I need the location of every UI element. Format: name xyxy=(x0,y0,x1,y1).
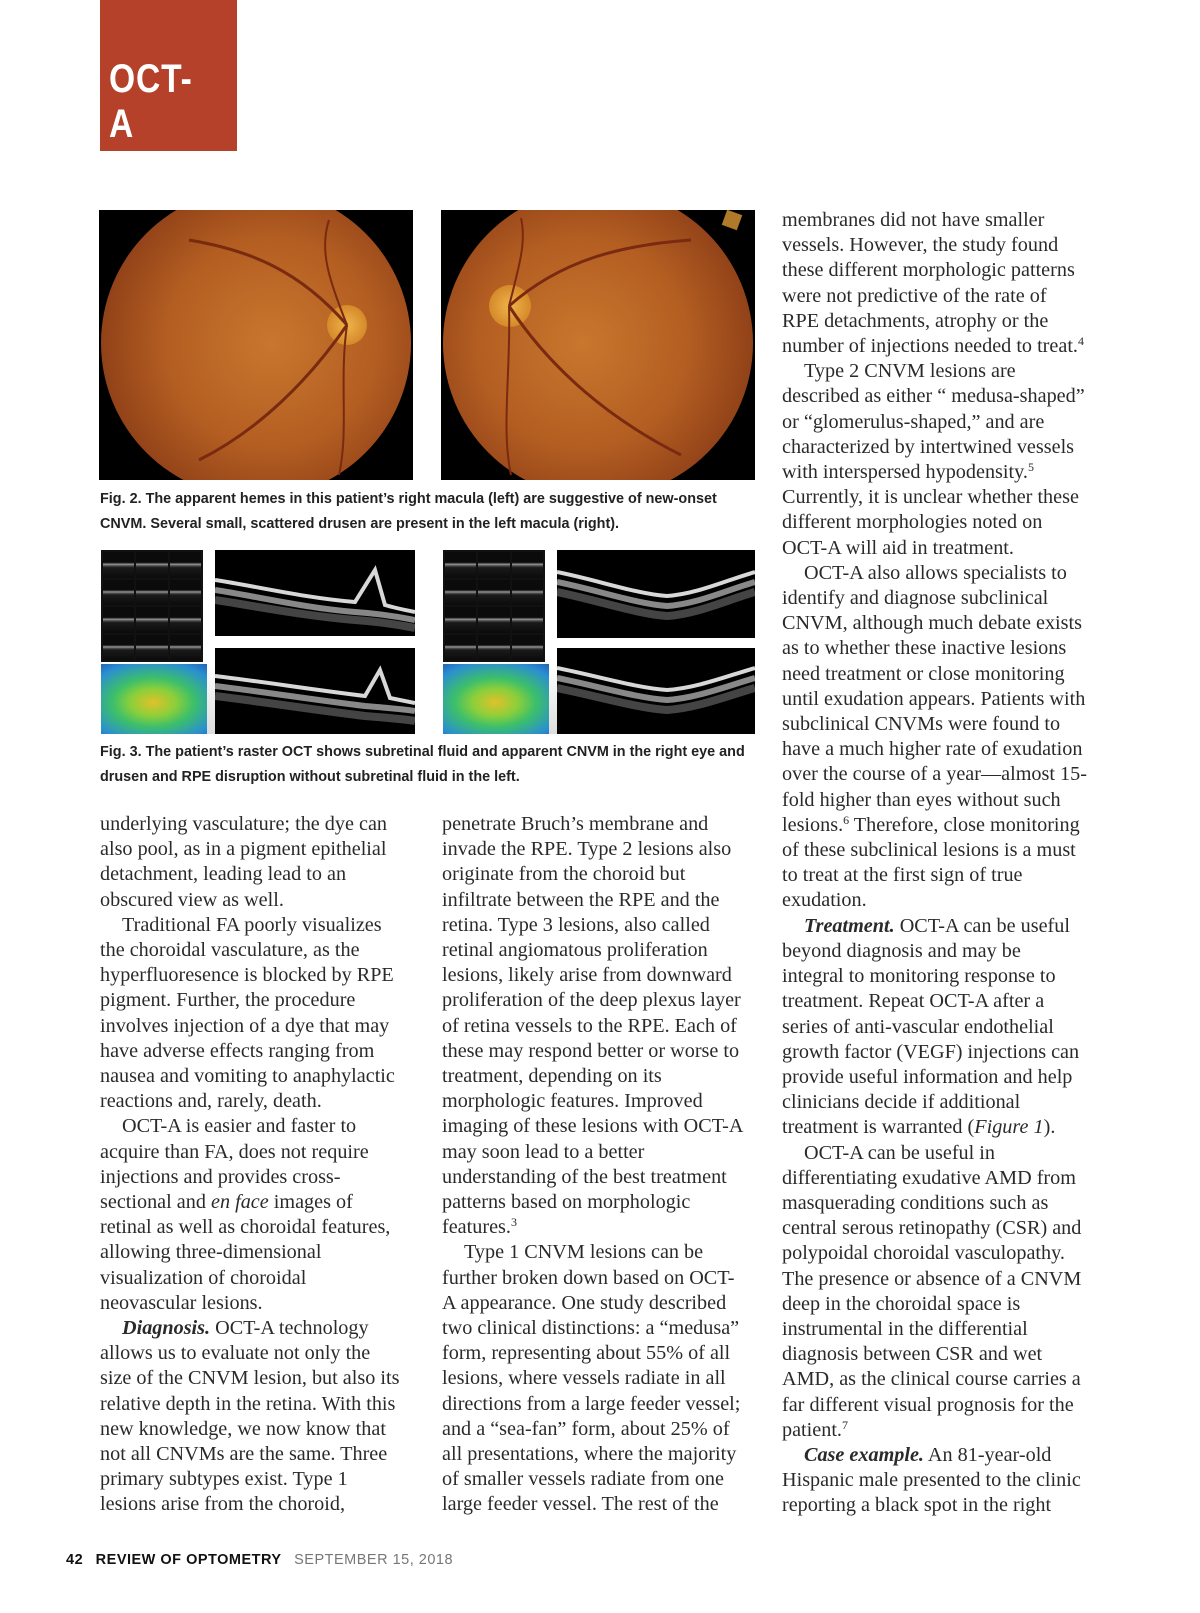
issue-date: SEPTEMBER 15, 2018 xyxy=(294,1552,454,1568)
paragraph: OCT-A can be useful in differentiating exudative AMD from masquerading conditions such as central serous retinopathy (CSR) and polypoidal choroidal vasculopathy. The presence or absence of a CNVM deep in the choroidal space is instrumental in the differential diagnosis between CSR and wet AMD, as the clinical course carries a far different visual prognosis for the patient.$^7$ xyxy=(782,1141,1082,1441)
oct-bscan-left-top xyxy=(557,550,755,638)
run-in-heading: Case example. xyxy=(804,1443,924,1466)
retinal-vessels xyxy=(99,210,413,480)
body-column-3 xyxy=(782,208,1087,1519)
run-in-heading: Diagnosis. xyxy=(122,1317,211,1340)
figure-2-caption: Fig. 2. The apparent hemes in this patient’s right macula (left) are suggestive of new-onset CNVM. Several small, scattered drusen are present in the left macula (right). xyxy=(100,491,717,532)
paragraph: OCT-A is easier and faster to acquire than FA, does not require injections and provides cross-sectional and en face images of retinal as well as choroidal features, allowing three-dimensional visualization of choroidal neovascular lesions. xyxy=(100,1115,391,1314)
fundus-photo-right-eye xyxy=(99,210,413,480)
paragraph: Type 2 CNVM lesions are described as either “ medusa-shaped” or “glomerulus-shaped,” and are characterized by intertwined vessels with interspersed hypodensity.$^5$ Currently, it is unclear whether these different morphologies noted on OCT-A will aid in treatment. xyxy=(782,360,1085,559)
paragraph: underlying vasculature; the dye can also pool, as in a pigment epithelial detachment, leading lead to an obscured view as well. xyxy=(100,813,388,911)
page-number: 42 xyxy=(66,1552,84,1568)
oct-raster-thumbnails-right xyxy=(101,550,203,662)
paragraph: Traditional FA poorly visualizes the choroidal vasculature, as the hyperfluoresence is blocked by RPE pigment. Further, the procedure involves injection of a dye that may have adverse effects ranging from nausea and vomiting to anaphylactic reactions and, rarely, death. xyxy=(100,913,395,1113)
paragraph: Case example. An 81-year-old Hispanic male presented to the clinic reporting a black spot in the right xyxy=(782,1443,1081,1517)
page-footer xyxy=(66,1552,453,1568)
reference-marker: 7 xyxy=(841,1417,848,1432)
oct-bscan-left-bottom xyxy=(557,648,755,734)
paragraph: Diagnosis. OCT-A technology allows us to evaluate not only the size of the CNVM lesion, but also its relative depth in the retina. With this new knowledge, we now know that not all CNVMs are the same. Three primary subtypes exist. Type 1 lesions arise from the choroid, xyxy=(100,1317,400,1516)
figure-3-caption: Fig. 3. The patient’s raster OCT shows subretinal fluid and apparent CNVM in the right eye and drusen and RPE disruption without subretinal fluid in the left. xyxy=(100,744,745,785)
oct-bscan-right-top xyxy=(215,550,415,636)
body-column-1 xyxy=(100,812,405,1518)
body-column-2 xyxy=(442,812,747,1518)
paragraph: OCT-A also allows specialists to identify and diagnose subclinical CNVM, although much debate exists as to whether these inactive lesions need treatment or close monitoring until exudation appears. Patients with subclinical CNVMs were found to have a much higher rate of exudation over the course of a year—almost 15-fold higher than eyes without such lesions.$^6$ Therefore, close monitoring of these subclinical lesions is a must to treat at the first sign of true exudation. xyxy=(782,561,1087,912)
oct-raster-thumbnails-left xyxy=(443,550,545,662)
section-tab xyxy=(100,0,237,151)
paragraph: Treatment. OCT-A can be useful beyond diagnosis and may be integral to monitoring response to treatment. Repeat OCT-A after a series of anti-vascular endothelial growth factor (VEGF) injections can provide useful information and help clinicians decide if additional treatment is warranted (Figure 1). xyxy=(782,914,1080,1139)
reference-marker: 4 xyxy=(1077,334,1084,349)
oct-bscan-right-bottom xyxy=(215,648,415,734)
paragraph: membranes did not have smaller vessels. However, the study found these different morphologic patterns were not predictive of the rate of RPE detachments, atrophy or the number of injections needed to treat.$^4$ xyxy=(782,209,1084,358)
reference-marker: 3 xyxy=(510,1215,517,1230)
retinal-vessels xyxy=(441,210,755,480)
section-title: OCT-A xyxy=(109,57,193,146)
run-in-heading: Treatment. xyxy=(804,914,895,937)
fundus-photo-left-eye xyxy=(441,210,755,480)
reference-marker: 6 xyxy=(843,812,850,827)
paragraph: penetrate Bruch’s membrane and invade the RPE. Type 2 lesions also originate from the choroid but infiltrate between the RPE and the retina. Type 3 lesions, also called retinal angiomatous proliferation lesions, likely arise from downward proliferation of the deep plexus layer of retina vessels to the RPE. Each of these may respond better or worse to treatment, depending on its morphologic features. Improved imaging of these lesions with OCT-A may soon lead to a better understanding of the best treatment patterns based on morphologic features.$^3$ xyxy=(442,813,743,1239)
reference-marker: 5 xyxy=(1027,460,1034,475)
paragraph: Type 1 CNVM lesions can be further broken down based on OCT-A appearance. One study described two clinical distinctions: a “medusa” form, representing about 55% of all lesions, where vessels radiate in all directions from a large feeder vessel; and a “sea-fan” form, about 25% of all presentations, where the majority of smaller vessels radiate from one large feeder vessel. The rest of the xyxy=(442,1241,741,1516)
oct-thickness-map-right xyxy=(101,664,217,734)
oct-thickness-map-left xyxy=(443,664,559,734)
magazine-name: REVIEW OF OPTOMETRY xyxy=(95,1552,282,1568)
